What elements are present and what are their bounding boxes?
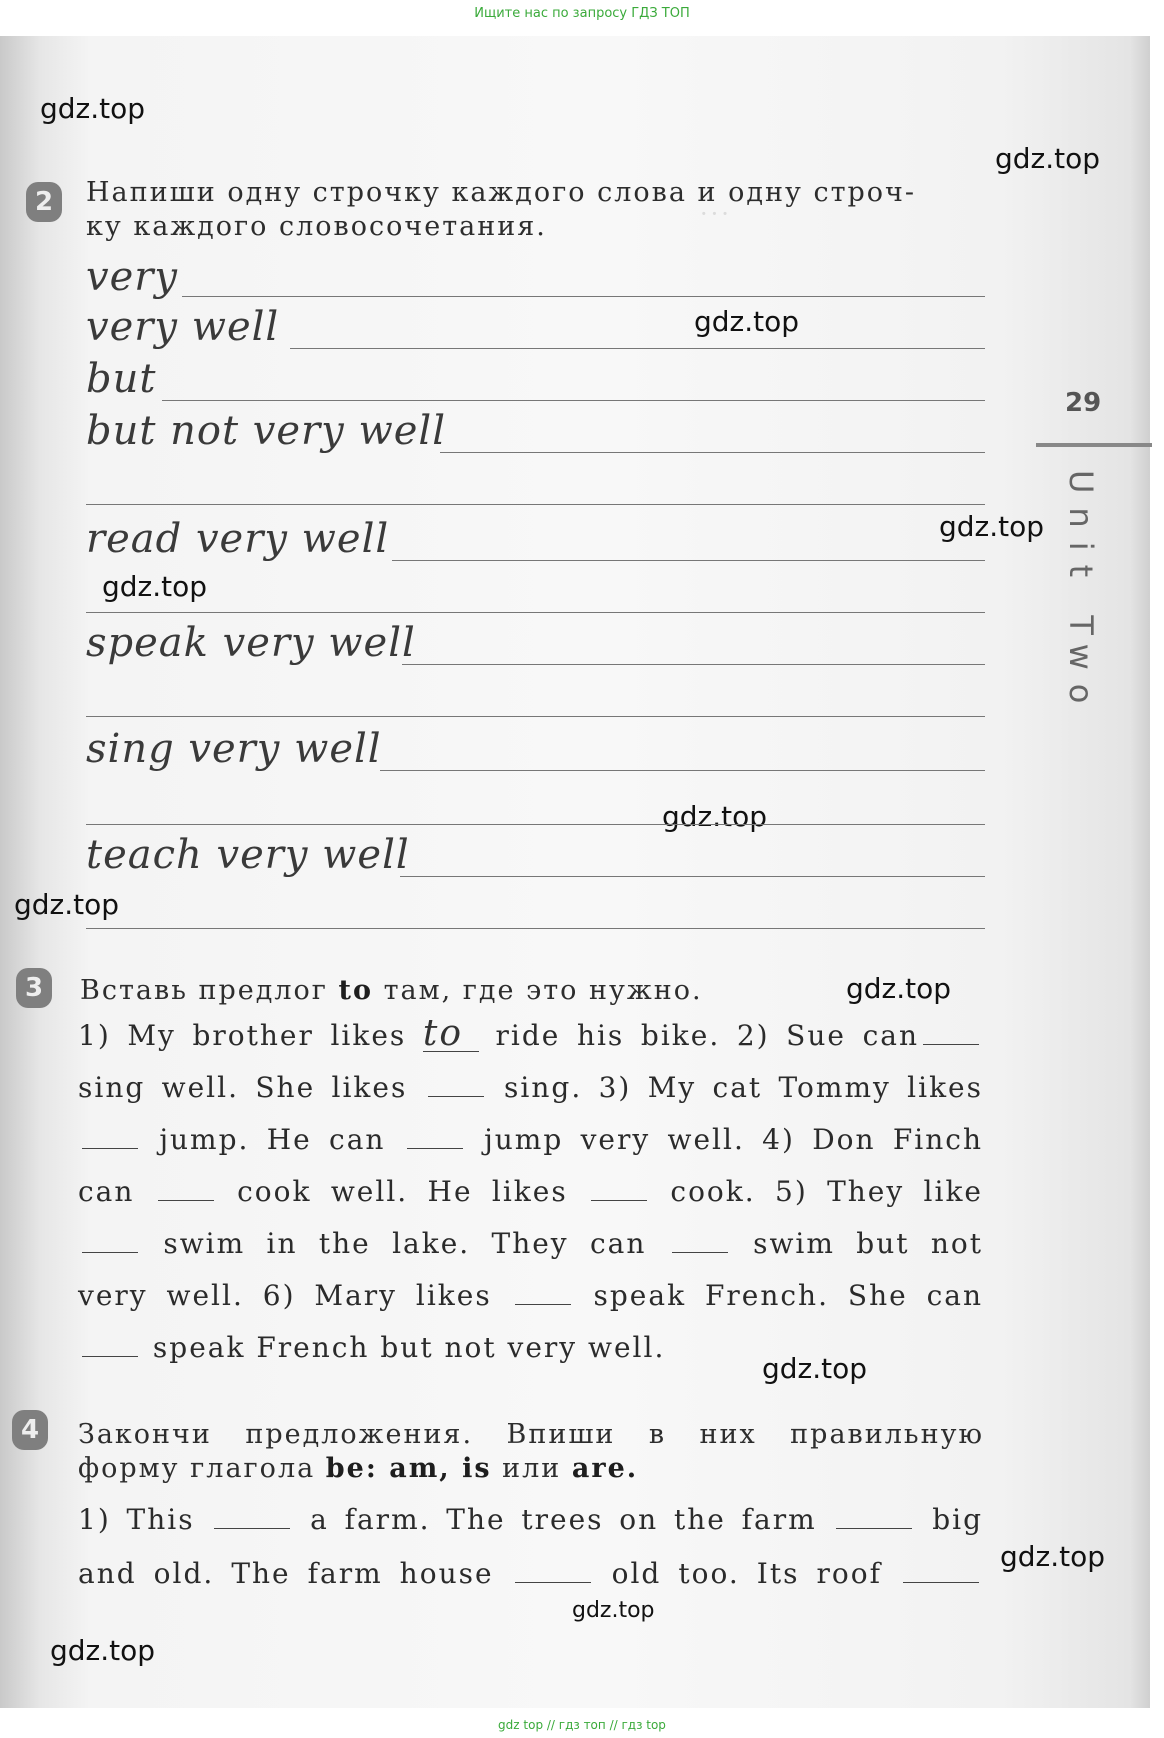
exercise-text: cook well. He likes [217, 1175, 588, 1208]
task4-instruction-line [78, 1452, 984, 1486]
writing-line [392, 560, 985, 561]
handwriting-sample: but [86, 356, 157, 402]
watermark: gdz.top [694, 305, 800, 338]
instruction-text: там, где это нужно. [372, 975, 703, 1006]
instruction-keyword: to [338, 975, 373, 1006]
answer-blank[interactable] [82, 1226, 138, 1253]
answer-blank[interactable] [214, 1502, 290, 1529]
filled-answer: to [423, 1021, 479, 1052]
exercise-text: very well. 6) Mary likes [78, 1279, 511, 1312]
answer-blank[interactable] [672, 1226, 728, 1253]
exercise-text: 1) This [78, 1503, 211, 1536]
watermark: gdz.top [50, 1634, 156, 1667]
exercise-text: cook. 5) They like [651, 1175, 983, 1208]
watermark: gdz.top [995, 142, 1101, 175]
top-search-link[interactable]: Ищите нас по запросу ГДЗ ТОП [474, 6, 690, 21]
writing-line [290, 348, 985, 349]
answer-blank[interactable] [836, 1502, 912, 1529]
exercise-text: a farm. The trees on the farm [294, 1503, 833, 1536]
handwriting-sample: very well [86, 304, 280, 350]
exercise-line [78, 1278, 983, 1312]
watermark: gdz.top [762, 1352, 868, 1385]
writing-line [402, 664, 985, 665]
watermark: gdz.top [846, 972, 952, 1005]
answer-blank[interactable] [158, 1174, 214, 1201]
instruction-text: форму глагола [78, 1453, 326, 1484]
writing-line [182, 296, 985, 297]
answer-blank[interactable] [407, 1122, 463, 1149]
exercise-line [78, 1330, 983, 1364]
exercise-text: jump. He can [142, 1123, 403, 1156]
handwriting-sample: but not very well [86, 408, 446, 454]
exercise-line [78, 1502, 983, 1536]
watermark: gdz.top [939, 510, 1045, 543]
writing-line [86, 504, 985, 505]
writing-line [400, 876, 985, 877]
handwriting-sample: sing very well [86, 726, 382, 772]
task2-instruction-line: Напиши одну строчку каждого слова и одну строч- [86, 177, 917, 208]
answer-blank[interactable] [515, 1556, 591, 1583]
exercise-text: ride his bike. 2) Sue can [478, 1019, 919, 1052]
unit-label: Unit Two [1062, 470, 1100, 718]
exercise-text: old too. Its roof [594, 1557, 899, 1590]
task4-instruction-line: Закончи предложения. Впиши в них правильную [78, 1419, 984, 1450]
exercise-text: speak French. She can [574, 1279, 983, 1312]
exercise-text: swim but not [731, 1227, 983, 1260]
writing-line [162, 400, 985, 401]
instruction-text: или [491, 1453, 572, 1484]
exercise-line [78, 1174, 983, 1208]
exercise-line [78, 1013, 983, 1054]
watermark: gdz.top [14, 888, 120, 921]
instruction-keyword: be: am, is [325, 1453, 492, 1484]
writing-line [380, 770, 985, 771]
exercise-text: sing well. She likes [78, 1071, 424, 1104]
exercise-text: swim in the lake. They can [142, 1227, 668, 1260]
exercise-text: sing. 3) My cat Tommy likes [487, 1071, 983, 1104]
answer-blank[interactable] [923, 1018, 979, 1045]
task3-instruction [80, 974, 703, 1008]
unit-divider [1036, 443, 1152, 447]
exercise-line [78, 1556, 983, 1590]
watermark: gdz.top [102, 570, 208, 603]
task2-instruction [86, 176, 986, 244]
watermark: gdz.top [662, 800, 768, 833]
writing-line [86, 716, 985, 717]
exercise-text: jump very well. 4) Don Finch [466, 1123, 983, 1156]
writing-line [86, 824, 985, 825]
writing-line [86, 612, 985, 613]
exercise-text: speak French but not very well. [142, 1331, 666, 1364]
task4-instruction [78, 1418, 984, 1486]
exercise-line [78, 1226, 983, 1260]
writing-line [86, 928, 985, 929]
page-number: 29 [1065, 388, 1102, 418]
exercise-text: big [916, 1503, 984, 1536]
exercise-text: 1) My brother likes [78, 1019, 423, 1052]
watermark: gdz.top [40, 92, 146, 125]
task-number-badge: 3 [16, 968, 52, 1008]
answer-blank[interactable] [428, 1070, 484, 1097]
instruction-text: Вставь предлог [80, 975, 339, 1006]
writing-line [440, 452, 985, 453]
handwriting-sample: teach very well [86, 832, 410, 878]
footer-links[interactable]: gdz top // гдз топ // гдз top [498, 1718, 666, 1732]
instruction-keyword: are. [571, 1453, 639, 1484]
answer-blank[interactable] [82, 1122, 138, 1149]
handwriting-sample: very [86, 254, 178, 300]
answer-blank[interactable] [515, 1278, 571, 1305]
exercise-text: and old. The farm house [78, 1557, 511, 1590]
answer-blank[interactable] [82, 1330, 138, 1357]
handwriting-sample: read very well [86, 516, 390, 562]
bleed-through-text: ··· [700, 200, 732, 228]
exercise-line [78, 1122, 983, 1156]
exercise-line [78, 1070, 983, 1104]
task-number-badge: 2 [26, 182, 62, 222]
exercise-text: can [78, 1175, 154, 1208]
watermark: gdz.top [1000, 1540, 1106, 1573]
answer-blank[interactable] [903, 1556, 979, 1583]
answer-blank[interactable] [591, 1174, 647, 1201]
task2-instruction-line: ку каждого словосочетания. [86, 211, 547, 242]
watermark: gdz.top [572, 1598, 655, 1623]
handwriting-sample: speak very well [86, 620, 416, 666]
task-number-badge: 4 [12, 1410, 48, 1450]
